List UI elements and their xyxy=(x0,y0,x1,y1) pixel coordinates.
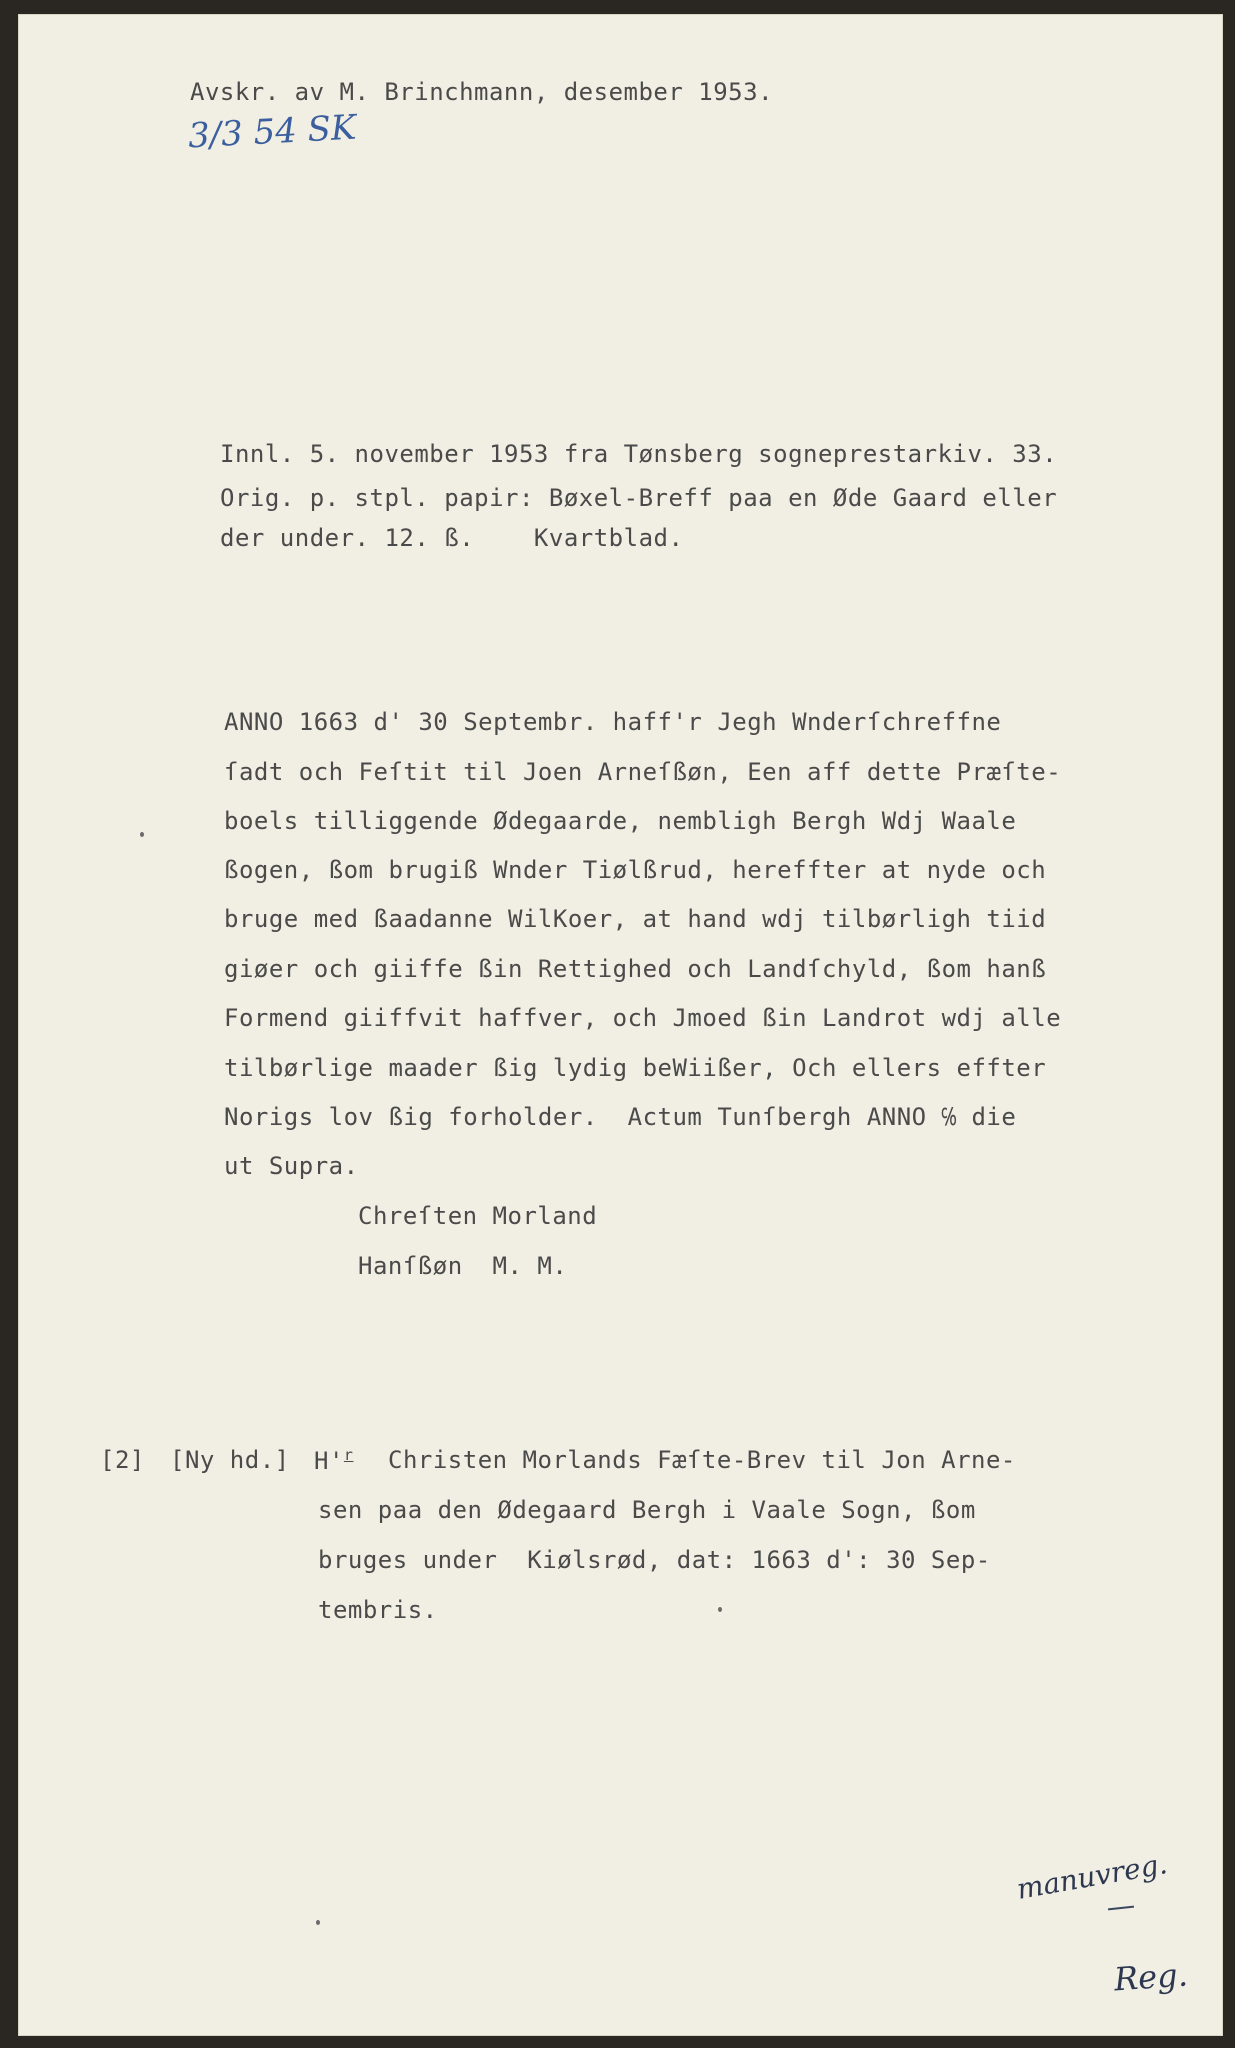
endorsement-line-4: tembris. xyxy=(318,1596,438,1624)
transcriber-line: Avskr. av M. Brinchmann, desember 1953. xyxy=(190,78,774,106)
body-line-6: giøer och giiffe ßin Rettighed och Landſchyld, ßom hanß xyxy=(224,955,1047,983)
handwritten-reference: 3/3 54 SK xyxy=(187,107,358,157)
new-hand-marker: [Ny hd.] xyxy=(170,1446,290,1474)
body-line-4: ßogen, ßom brugiß Wnder Tiølßrud, hereffter at nyde och xyxy=(224,856,1047,884)
accession-line-3: der under. 12. ß. Kvartblad. xyxy=(220,524,684,552)
accession-line-1: Innl. 5. november 1953 fra Tønsberg sogneprestarkiv. 33. xyxy=(220,440,1058,468)
margin-note-underline xyxy=(1108,1906,1134,1911)
body-line-5: bruge med ßaadanne WilKoer, at hand wdj tilbørligh tiid xyxy=(224,905,1047,933)
paper-speck xyxy=(316,1920,320,1925)
endorsement-line-1: Christen Morlands Fæſte-Brev til Jon Arne- xyxy=(388,1446,1016,1474)
margin-note-bottom: Reg. xyxy=(1112,1955,1189,1999)
margin-note-top: manuvreg. xyxy=(1014,1847,1170,1906)
signature-line-1: Chreſten Morland xyxy=(358,1202,598,1230)
signature-line-2: Hanſßøn M. M. xyxy=(358,1252,568,1280)
endorsement-title: $H'^r$ xyxy=(314,1446,354,1475)
document-page xyxy=(18,14,1223,2036)
body-line-3: boels tilliggende Ødegaarde, nembligh Bergh Wdj Waale xyxy=(224,807,1017,835)
endorsement-line-2: sen paa den Ødegaard Bergh i Vaale Sogn, ßom xyxy=(318,1496,976,1524)
endorsement-number: [2] xyxy=(100,1446,145,1474)
paper-speck xyxy=(140,832,144,837)
body-line-1: ANNO 1663 d' 30 Septembr. haff'r Jegh Wnderſchreffne xyxy=(224,708,1002,736)
endorsement-line-3: bruges under Kiølsrød, dat: 1663 d': 30 Sep- xyxy=(318,1546,991,1574)
body-line-8: tilbørlige maader ßig lydig beWiißer, Och ellers effter xyxy=(224,1054,1047,1082)
body-line-7: Formend giiffvit haffver, och Jmoed ßin Landrot wdj alle xyxy=(224,1004,1062,1032)
body-line-2: ſadt och Feſtit til Joen Arneſßøn, Een aff dette Præſte- xyxy=(224,758,1062,786)
body-line-9: Norigs lov ßig forholder. Actum Tunſbergh ANNO ℅ die xyxy=(224,1103,1017,1131)
paper-speck xyxy=(718,1607,722,1612)
accession-line-2: Orig. p. stpl. papir: Bøxel-Breff paa en Øde Gaard eller xyxy=(220,484,1058,512)
body-line-10: ut Supra. xyxy=(224,1152,359,1180)
